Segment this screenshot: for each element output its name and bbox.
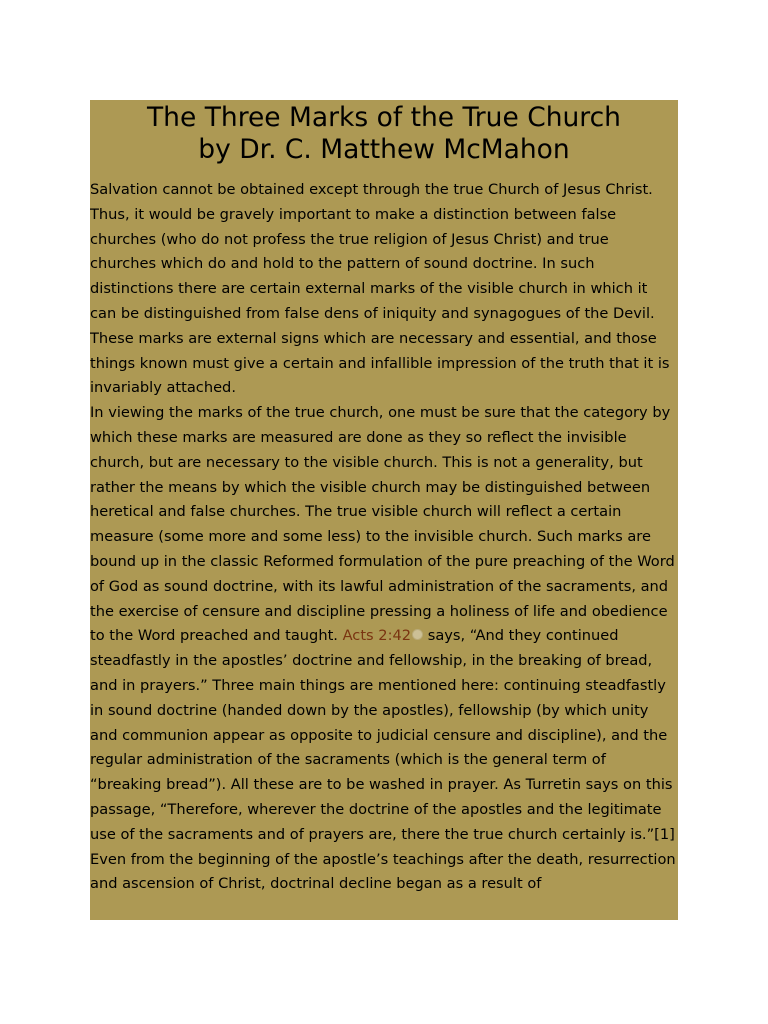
paragraph-2 — [90, 401, 678, 847]
article-body — [90, 178, 678, 897]
reference-icon[interactable] — [412, 629, 423, 640]
title-line-2: by Dr. C. Matthew McMahon — [198, 134, 570, 165]
paragraph-2-text-after-link: says, “And they continued steadfastly in the apostles’ doctrine and fellowship, in the breaking of bread, and in prayers.” Three main things are mentioned here: continuing steadfastly in sound doctrine (handed down by the apostles), fellowship (by which unity and communion appear as opposite to judicial censure and discipline), and the regular administration of the sacraments (which is the general term of “breaking bread”). All these are to be washed in prayer. As Turretin says on this passage, “Therefore, wherever the doctrine of the apostles and the legitimate use of the sacraments and of prayers are, there the true church certainly is.”[1] — [90, 627, 675, 843]
document-title — [90, 100, 678, 166]
paragraph-2-text-before-link: In viewing the marks of the true church, one must be sure that the category by which these marks are measured are done as they so reflect the invisible church, but are necessary to the visible church. This is not a generality, but rather the means by which the visible church may be distinguished between heretical and false churches. The true visible church will reflect a certain measure (some more and some less) to the invisible church. Such marks are bound up in the classic Reformed formulation of the pure preaching of the Word of God as sound doctrine, with its lawful administration of the sacraments, and the exercise of censure and discipline pressing a holiness of life and obedience to the Word preached and taught. — [90, 404, 675, 645]
acts-2-42-link[interactable]: Acts 2:42 — [342, 627, 412, 645]
paragraph-3: Even from the beginning of the apostle’s teachings after the death, resurrection and ascension of Christ, doctrinal decline began as a result of — [90, 850, 676, 893]
title-line-1: The Three Marks of the True Church — [147, 102, 621, 133]
article-panel — [90, 100, 678, 920]
paragraph-1: Salvation cannot be obtained except through the true Church of Jesus Christ. Thus, it would be gravely important to make a distinction between false churches (who do not profess the true religion of Jesus Christ) and true churches which do and hold to the pattern of sound doctrine. In such distinctions there are certain external marks of the visible church in which it can be distinguished from false dens of iniquity and synagogues of the Devil. These marks are external signs which are necessary and essential, and those things known must give a certain and infallible impression of the truth that it is invariably attached. — [90, 181, 670, 397]
